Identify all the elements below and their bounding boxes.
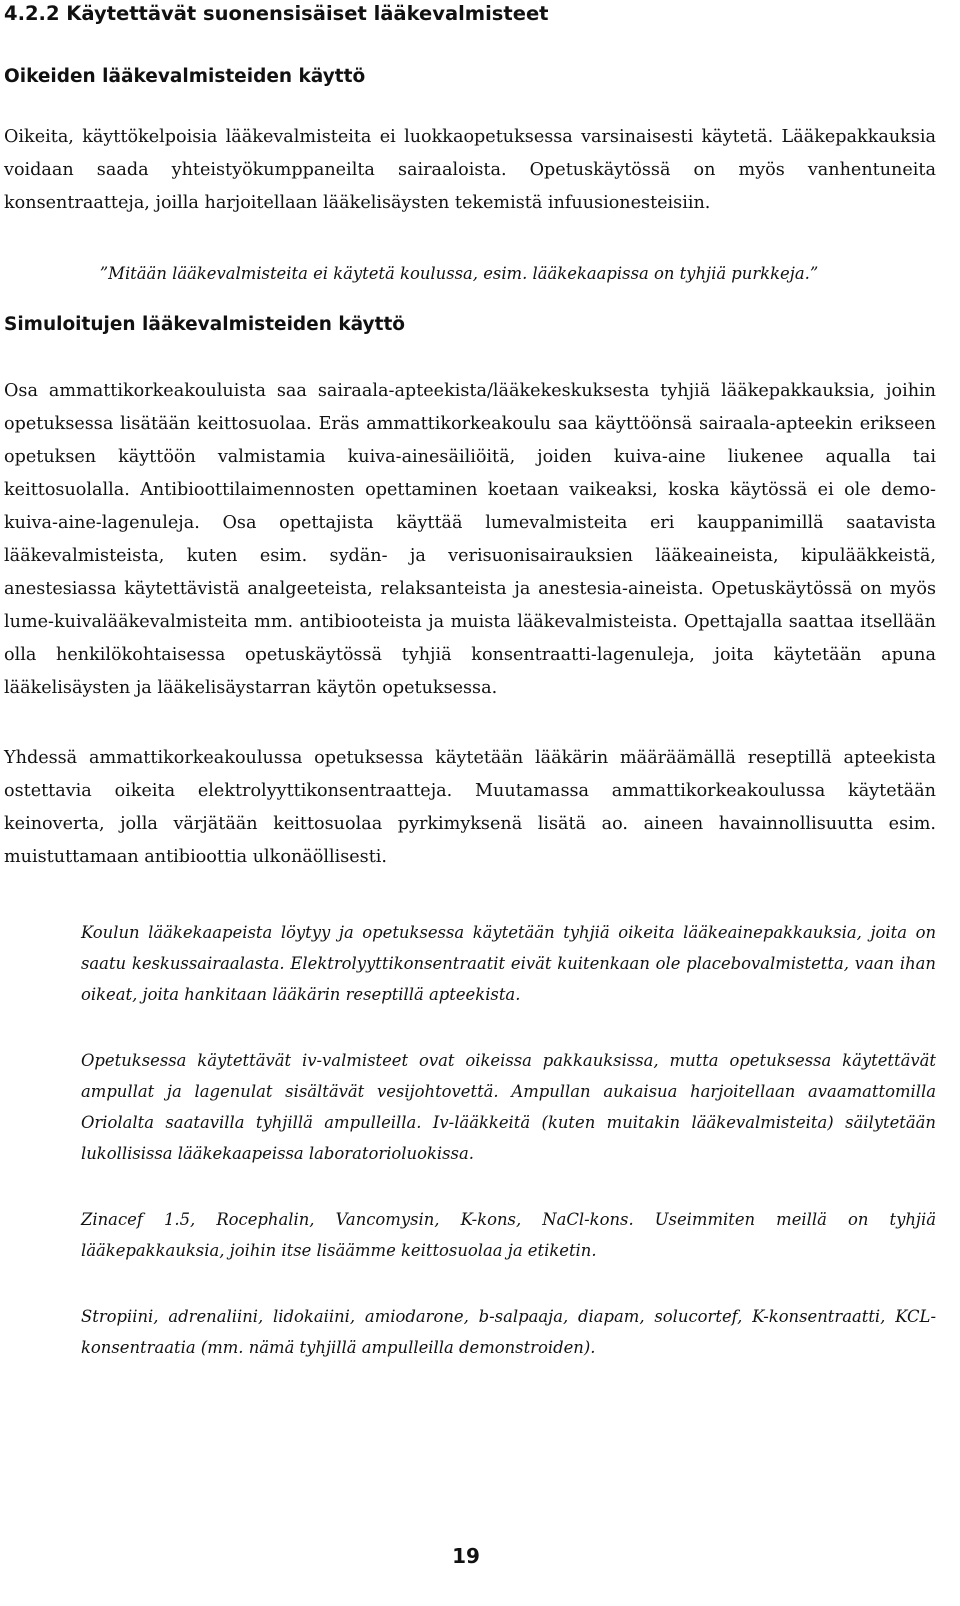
quote-school-cabinets: Koulun lääkekaapeista löytyy ja opetuksessa käytetään tyhjiä oikeita lääkeainepakkauksia, joita on saatu keskussairaalasta. Elektrolyyttikonsentraatit eivät kuitenkaan ole placebovalmistetta, vaan ihan oikeat, joita hankitaan lääkärin reseptillä apteekista. — [81, 923, 936, 1004]
paragraph-electrolytes: Yhdessä ammattikorkeakoulussa opetuksessa käytetään lääkärin määräämällä reseptillä apteekista ostettavia oikeita elektrolyyttikonsentraatteja. Muutamassa ammattikorkeakoulussa käytetään keinoverta, jolla värjätään keittosuolaa pyrkimyksenä lisätä ao. aineen havainnollisuutta esim. muistuttamaan antibioottia ulkonäöllisesti. — [4, 748, 936, 867]
paragraph-simulated-medicines: Osa ammattikorkeakouluista saa sairaala-apteekista/lääkekeskuksesta tyhjiä lääkepakkauksia, joihin opetuksessa lisätään keittosuolaa. Eräs ammattikorkeakoulu saa käyttöönsä sairaala-apteekin erikseen opetuksen käyttöön valmistamia kuiva-ainesäiliöitä, joiden kuiva-aine liukenee aqualla tai keittosuolalla. Antibioottilaimennosten opettaminen koetaan vaikeaksi, koska käytössä ei ole demo-kuiva-aine-lagenuleja. Osa opettajista käyttää lumevalmisteita eri kauppanimillä saatavista lääkevalmisteista, kuten esim. sydän- ja verisuonisairauksien lääkeaineista, kipulääkkeistä, anestesiassa käytettävistä analgeeteista, relaksanteista ja anestesia-aineista. Opetuskäytössä on myös lume-kuivalääkevalmisteita mm. antibiooteista ja muista lääkevalmisteista. Opettajalla saattaa itsellään olla henkilökohtaisessa opetuskäytössä tyhjiä konsentraatti-lagenuleja, joita käytetään apuna lääkelisäysten ja lääkelisäystarran käytön opetuksessa. — [4, 381, 936, 698]
section-heading: 4.2.2 Käytettävät suonensisäiset lääkevalmisteet — [4, 2, 549, 25]
subheading-real-medicines: Oikeiden lääkevalmisteiden käyttö — [4, 66, 366, 87]
quote-drug-list: Zinacef 1.5, Rocephalin, Vancomysin, K-kons, NaCl-kons. Useimmiten meillä on tyhjiä lääkepakkauksia, joihin itse lisäämme keittosuolaa ja etiketin. — [81, 1210, 936, 1260]
quote-iv-preparations: Opetuksessa käytettävät iv-valmisteet ovat oikeissa pakkauksissa, mutta opetuksessa käytettävät ampullat ja lagenulat sisältävät vesijohtovettä. Ampullan aukaisua harjoitellaan avaamattomilla Oriolalta saatavilla tyhjillä ampulleilla. Iv-lääkkeitä (kuten muitakin lääkevalmisteita) säilytetään lukollisissa lääkekaapeissa laboratorioluokissa. — [81, 1051, 936, 1163]
subheading-simulated-medicines: Simuloitujen lääkevalmisteiden käyttö — [4, 314, 406, 335]
paragraph-real-medicines: Oikeita, käyttökelpoisia lääkevalmisteita ei luokkaopetuksessa varsinaisesti käytetä. Lääkepakkauksia voidaan saada yhteistyökumppaneilta sairaaloista. Opetuskäytössä on myös vanhentuneita konsentraatteja, joilla harjoitellaan lääkelisäysten tekemistä infuusionesteisiin. — [4, 127, 936, 213]
document-page — [4, 0, 936, 1363]
page-number: 19 — [452, 1544, 480, 1568]
quote-no-medicines: ”Mitään lääkevalmisteita ei käytetä koulussa, esim. lääkekaapissa on tyhjiä purkkeja.” — [99, 264, 819, 283]
quote-ampoule-list: Stropiini, adrenaliini, lidokaiini, amiodarone, b-salpaaja, diapam, solucortef, K-konsentraatti, KCL-konsentraatia (mm. nämä tyhjillä ampulleilla demonstroiden). — [81, 1307, 936, 1357]
